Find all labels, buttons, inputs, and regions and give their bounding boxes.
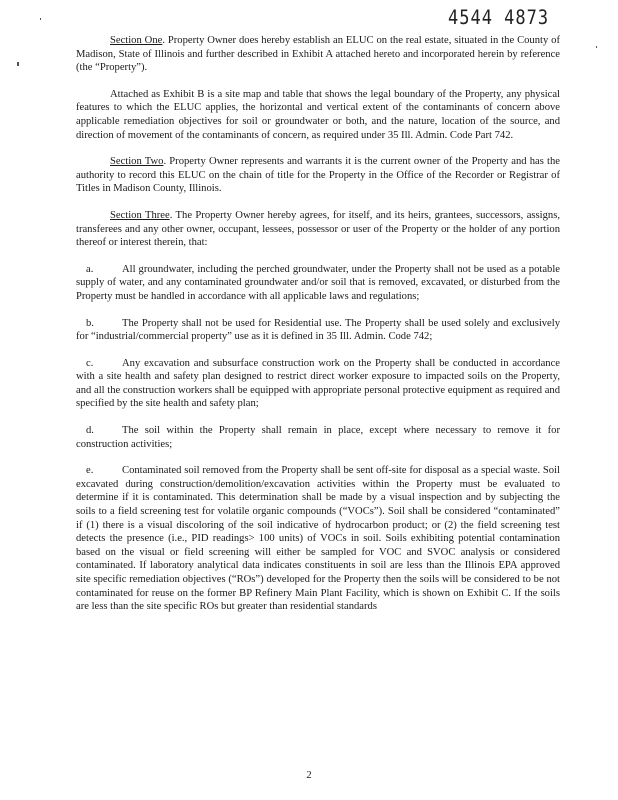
list-item-e <box>76 464 560 614</box>
list-item-label: d. <box>86 425 94 437</box>
scan-speck <box>40 18 41 20</box>
list-item-label: a. <box>86 263 94 275</box>
section-two-heading: Section Two <box>110 156 164 168</box>
list-item-label: e. <box>86 465 94 477</box>
section-two-text: . Property Owner represents and warrants it is the current owner of the Property and has the authority to record this ELUC on the chain of title for the Property in the Office of the Recorder or Registrar of Titles in Madison County, Illinois. <box>76 156 560 195</box>
list-item-b <box>76 317 560 344</box>
list-item-text: The Property shall not be used for Residential use. The Property shall be used solely and exclusively for “industrial/commercial property” use as it is defined in 35 Ill. Admin. Code 742; <box>76 317 560 343</box>
document-body <box>76 34 560 627</box>
section-one-text: . Property Owner does hereby establish an ELUC on the real estate, situated in the County of Madison, State of Illinois and further described in Exhibit A attached hereto and incorporated herein by reference (the “Property”). <box>76 35 560 74</box>
page-number: 2 <box>306 770 312 781</box>
list-item-text: All groundwater, including the perched groundwater, under the Property shall not be used as a potable supply of water, and any contaminated groundwater and/or soil that is removed, excavated, or disturbed from the Property must be handled in accordance with all applicable laws and regulations; <box>76 263 560 302</box>
section-two-paragraph <box>76 155 560 196</box>
document-number-stamp: 4544 4873 <box>448 6 550 30</box>
section-one-paragraph <box>76 34 560 75</box>
list-item-text: The soil within the Property shall remain in place, except where necessary to remove it for construction activities; <box>76 425 560 450</box>
list-item-label: c. <box>86 357 94 369</box>
list-item-c <box>76 357 560 411</box>
section-one-heading: Section One <box>110 35 163 46</box>
scan-speck <box>17 62 19 66</box>
list-item-label: b. <box>86 317 94 329</box>
list-item-text: Contaminated soil removed from the Property shall be sent off-site for disposal as a special waste. Soil excavated during construction/demolition/excavation activities within the Property must be evaluated to determine if it is contaminated. This determination shall be made by a visual inspection and by subjecting the soils to a field screening test for volatile organic compounds (“VOCs”). Soil shall be considered “contaminated” if (1) there is a visual discoloring of the soil indicative of hydrocarbon product; or (2) the field screening test detects the presence (i.e., PID readings> 100 units) of VOCs in soil. Soils exhibiting potential contamination based on the visual or field screening will either be sampled for VOC and SVOC analysis or considered contaminated. If laboratory analytical data indicates constituents in soil are less than the Illinois EPA approved site specific remediation objectives (“ROs”) developed for the Property then the soils will be considered to be not contaminated for reuse on the former BP Refinery Main Plant Facility, which is shown on Exhibit C. If the soils are less than the site specific ROs but greater than residential standards <box>76 465 560 613</box>
section-three-heading: Section Three <box>110 209 170 221</box>
section-three-paragraph <box>76 209 560 250</box>
exhibit-b-paragraph: Attached as Exhibit B is a site map and table that shows the legal boundary of the Property, any physical features to which the ELUC applies, the horizontal and vertical extent of the contaminants of concern above applicable remediation objectives for soil or groundwater or both, and the nature, location of the source, and direction of movement of the contaminants of concern, as required under 35 Ill. Admin. Code Part 742. <box>76 88 560 141</box>
section-three-text: . The Property Owner hereby agrees, for itself, and its heirs, grantees, successors, assigns, transferees and any other owner, occupant, lessees, possessor or user of the Property or the holder of any portion thereof or interest therein, that: <box>76 209 560 249</box>
list-item-d <box>76 424 560 451</box>
scan-speck <box>596 46 597 48</box>
list-item-a <box>76 263 560 304</box>
list-item-text: Any excavation and subsurface construction work on the Property shall be conducted in accordance with a site health and safety plan designed to restrict direct worker exposure to impacted soils on the Property, and all the construction workers shall be equipped with appropriate personal protective equipment as required and specified by the site health and safety plan; <box>76 357 560 410</box>
